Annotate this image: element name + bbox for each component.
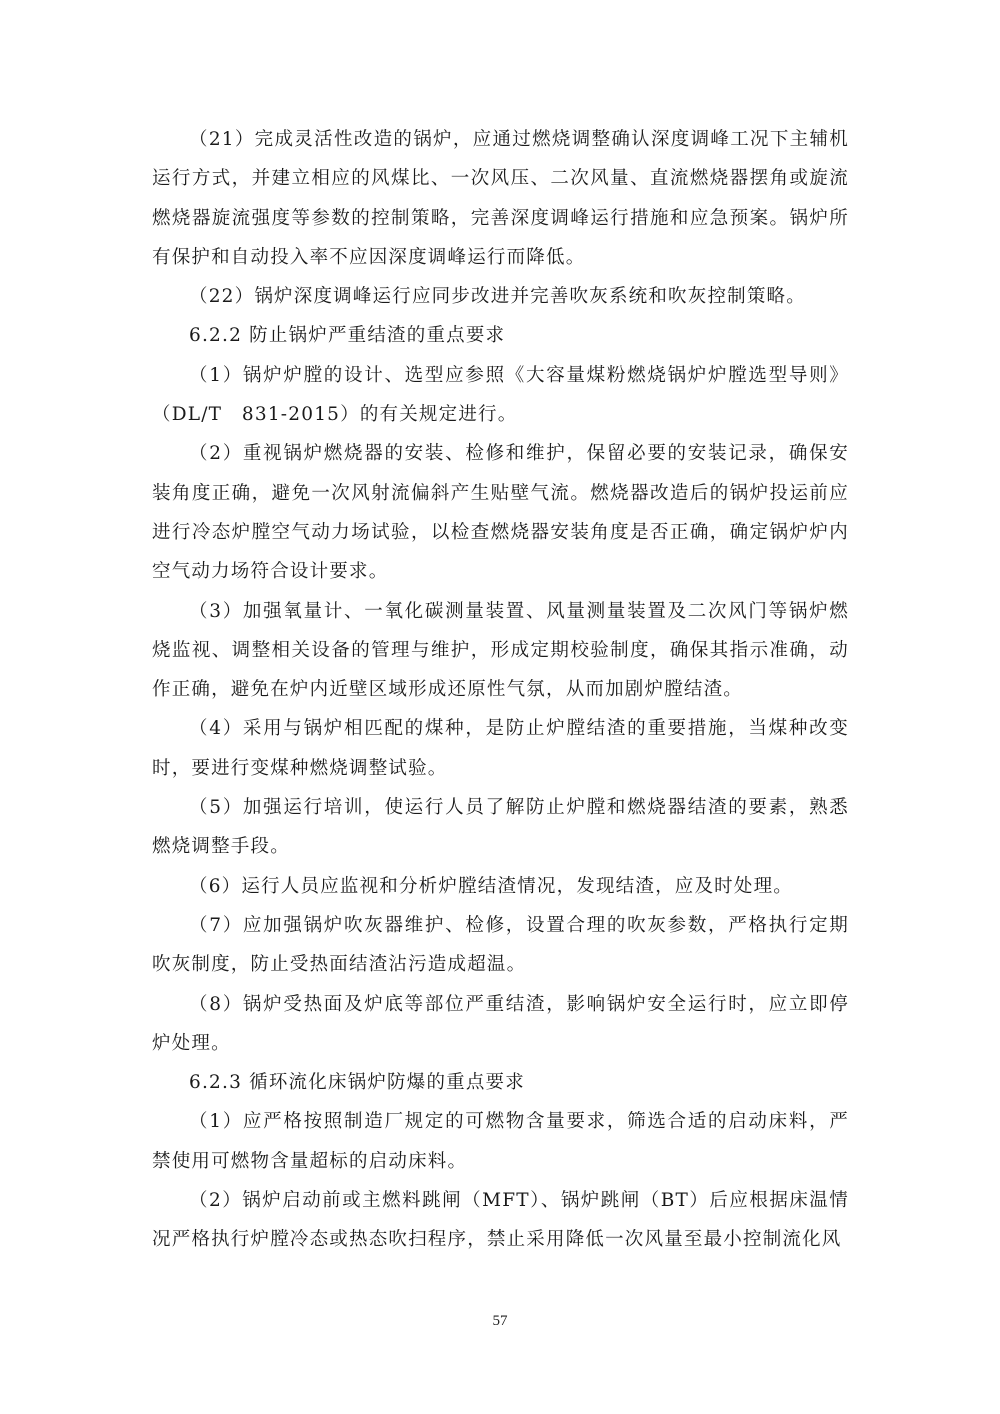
paragraph-6-2-2-2: （2）重视锅炉燃烧器的安装、检修和维护，保留必要的安装记录，确保安装角度正确，避免一次风射流偏斜产生贴壁气流。燃烧器改造后的锅炉投运前应进行冷态炉膛空气动力场试验，以检查燃烧器安装角度是否正确，确定锅炉炉内空气动力场符合设计要求。	[152, 443, 849, 583]
paragraph-6-2-2-1: （1）锅炉炉膛的设计、选型应参照《大容量煤粉燃烧锅炉炉膛选型导则》（DL/T 831-2015）的有关规定进行。	[152, 364, 849, 426]
paragraph-6-2-2-8: （8）锅炉受热面及炉底等部位严重结渣，影响锅炉安全运行时，应立即停炉处理。	[152, 993, 849, 1054]
paragraph-6-2-2-3: （3）加强氧量计、一氧化碳测量装置、风量测量装置及二次风门等锅炉燃烧监视、调整相关设备的管理与维护，形成定期校验制度，确保其指示准确，动作正确，避免在炉内近壁区域形成还原性气氛，从而加剧炉膛结渣。	[152, 600, 849, 701]
paragraph-6-2-2-5: （5）加强运行培训，使运行人员了解防止炉膛和燃烧器结渣的要素，熟悉燃烧调整手段。	[152, 797, 849, 858]
document-body	[152, 120, 849, 1260]
paragraph-21: （21）完成灵活性改造的锅炉，应通过燃烧调整确认深度调峰工况下主辅机运行方式，并建立相应的风煤比、一次风压、二次风量、直流燃烧器摆角或旋流燃烧器旋流强度等参数的控制策略，完善深度调峰运行措施和应急预案。锅炉所有保护和自动投入率不应因深度调峰运行而降低。	[152, 129, 849, 268]
page-number: 57	[492, 1313, 508, 1329]
section-heading-6-2-3: 6.2.3 循环流化床锅炉防爆的重点要求	[189, 1072, 525, 1094]
paragraph-22: （22）锅炉深度调峰运行应同步改进并完善吹灰系统和吹灰控制策略。	[189, 286, 806, 308]
section-heading-6-2-2: 6.2.2 防止锅炉严重结渣的重点要求	[189, 325, 506, 347]
paragraph-6-2-2-6: （6）运行人员应监视和分析炉膛结渣情况，发现结渣，应及时处理。	[189, 875, 793, 897]
paragraph-6-2-2-4: （4）采用与锅炉相匹配的煤种，是防止炉膛结渣的重要措施，当煤种改变时，要进行变煤种燃烧调整试验。	[152, 718, 849, 779]
paragraph-6-2-2-7: （7）应加强锅炉吹灰器维护、检修，设置合理的吹灰参数，严格执行定期吹灰制度，防止受热面结渣沾污造成超温。	[152, 914, 849, 976]
paragraph-6-2-3-2: （2）锅炉启动前或主燃料跳闸（MFT）、锅炉跳闸（BT）后应根据床温情况严格执行炉膛冷态或热态吹扫程序，禁止采用降低一次风量至最小控制流化风	[152, 1190, 849, 1251]
paragraph-6-2-3-1: （1）应严格按照制造厂规定的可燃物含量要求，筛选合适的启动床料，严禁使用可燃物含量超标的启动床料。	[152, 1111, 849, 1172]
